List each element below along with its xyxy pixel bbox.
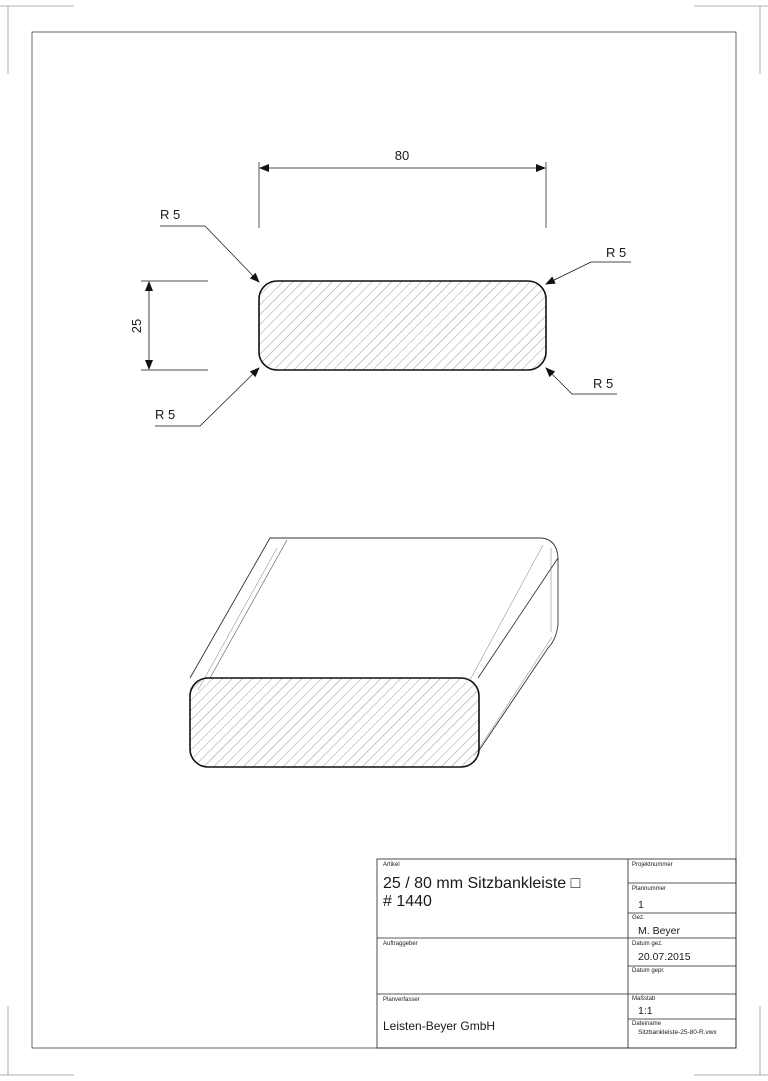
radius-label-top-right: R 5 [606, 245, 627, 260]
crop-marks [0, 6, 768, 1075]
radius-leader-top-left [160, 226, 259, 282]
massstab-value: 1:1 [638, 1005, 653, 1017]
artikel-line-1: 25 / 80 mm Sitzbankleiste □ [383, 875, 581, 892]
artikel-line-2: # 1440 [383, 893, 432, 910]
radius-label-bottom-right: R 5 [593, 376, 614, 391]
isometric-view [190, 538, 558, 767]
radius-leader-top-right [546, 262, 631, 284]
radius-label-bottom-left: R 5 [155, 407, 176, 422]
iso-right-face [478, 558, 558, 752]
gez-label: Gez. [632, 915, 645, 921]
width-dimension-label: 80 [394, 148, 410, 163]
datum-gepr-label: Datum gepr. [632, 968, 665, 974]
auftraggeber-label: Auftraggeber [383, 941, 418, 947]
plannummer-label: Plannummer [632, 886, 667, 892]
projektnummer-label: Projektnummer [632, 862, 673, 868]
radius-label-top-left: R 5 [160, 207, 181, 222]
datum-gez-value: 20.07.2015 [638, 951, 691, 963]
massstab-label: Maßstab [632, 996, 656, 1002]
artikel-label: Artikel [383, 862, 400, 868]
dateiname-label: Dateiname [632, 1021, 662, 1027]
planverfasser-value: Leisten-Beyer GmbH [383, 1019, 496, 1033]
profile-section [259, 281, 546, 370]
dateiname-value: Sitzbankleiste-25-80-R.vwx [638, 1029, 717, 1036]
gez-value: M. Beyer [638, 925, 681, 937]
iso-front-section [190, 678, 479, 767]
iso-top-face [190, 538, 558, 678]
datum-gez-label: Datum gez. [632, 941, 663, 947]
planverfasser-label: Planverfasser [383, 997, 420, 1003]
cross-section-view [129, 148, 631, 426]
artikel-title [383, 875, 623, 911]
height-dimension-label: 25 [129, 318, 144, 334]
plannummer-value: 1 [638, 899, 644, 911]
